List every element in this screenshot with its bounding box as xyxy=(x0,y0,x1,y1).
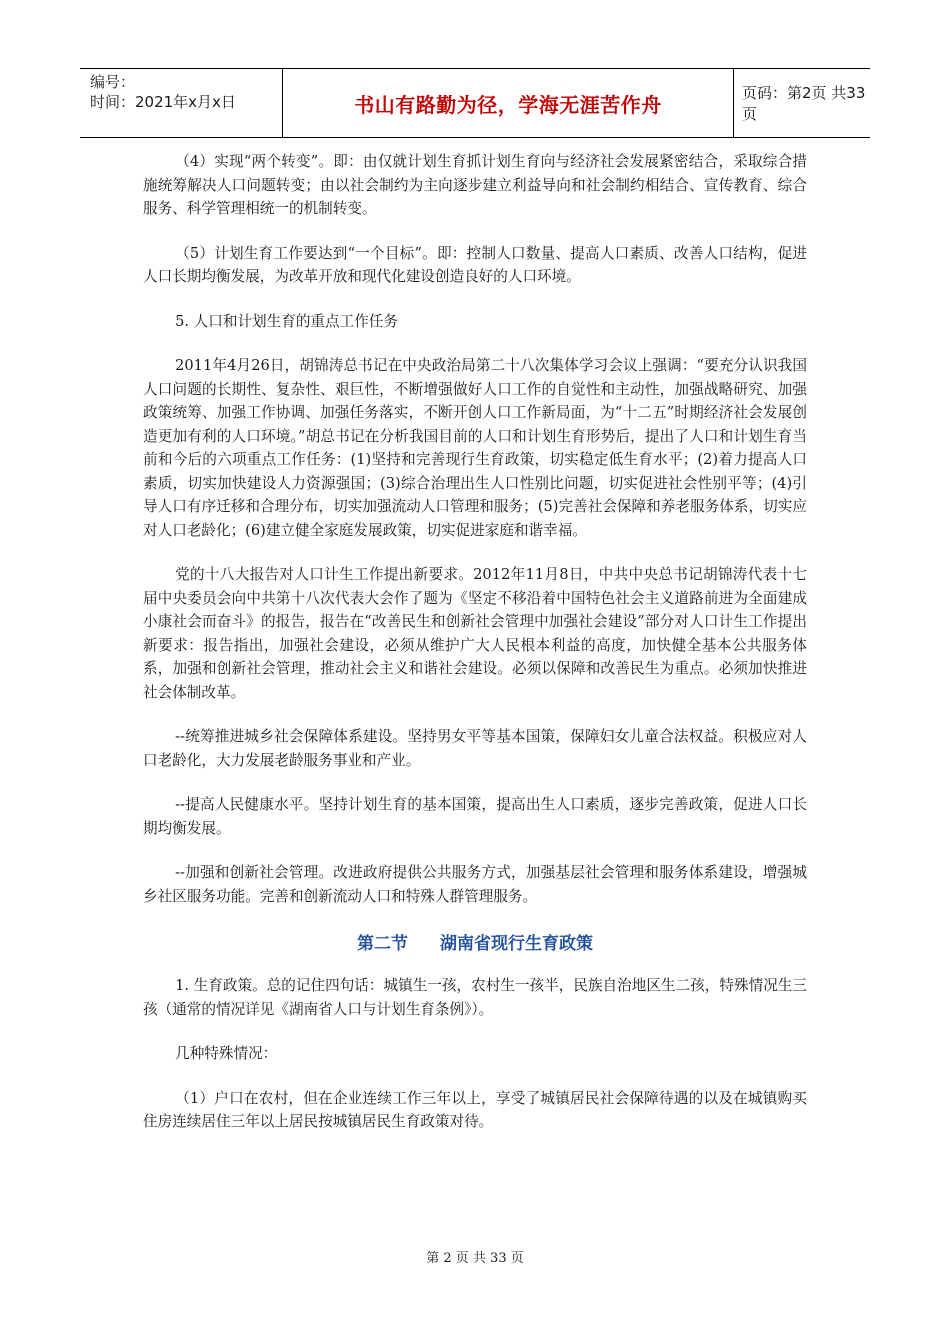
page-footer: 第 2 页 共 33 页 xyxy=(426,1251,524,1266)
paragraph-heading: 5. 人口和计划生育的重点工作任务 xyxy=(175,312,398,330)
page-header xyxy=(80,68,870,138)
header-number-label: 编号： xyxy=(90,73,136,91)
section-title xyxy=(143,929,807,954)
paragraph: 几种特殊情况： xyxy=(175,1045,278,1062)
paragraph: （1）户口在农村，但在企业连续工作三年以上，享受了城镇居民社会保障待遇的以及在城镇购买住房连续居住三年以上居民按城镇居民生育政策对待。 xyxy=(143,1089,807,1130)
paragraph: 2011年4月26日，胡锦涛总书记在中央政治局第二十八次集体学习会议上强调：“要充分认识我国人口问题的长期性、复杂性、艰巨性，不断增强做好人口工作的自觉性和主动性，加强战略研究、加强政策统筹、加强工作协调、加强任务落实，不断开创人口工作新局面，为“十二五”时期经济社会发展创造更加有利的人口环境。”胡总书记在分析我国目前的人口和计划生育形势后，提出了人口和计划生育当前和今后的六项重点工作任务：(1)坚持和完善现行生育政策，切实稳定低生育水平；(2)着力提高人口素质，切实加快建设人力资源强国；(3)综合治理出生人口性别比问题，切实促进社会性别平等；(4)引导人口有序迁移和合理分布，切实加强流动人口管理和服务；(5)完善社会保障和养老服务体系，切实应对人口老龄化；(6)建立健全家庭发展政策，切实促进家庭和谐幸福。 xyxy=(143,357,807,539)
section-name: 湖南省现行生育政策 xyxy=(440,934,593,954)
paragraph: 1. 生育政策。总的记住四句话：城镇生一孩，农村生一孩半，民族自治地区生二孩，特殊情况生三孩（通常的情况详见《湖南省人口与计划生育条例》）。 xyxy=(143,977,807,1018)
paragraph: （5）计划生育工作要达到“一个目标”。即：控制人口数量、提高人口素质、改善人口结构，促进人口长期均衡发展，为改革开放和现代化建设创造良好的人口环境。 xyxy=(143,244,807,285)
paragraph: 党的十八大报告对人口计生工作提出新要求。2012年11月8日，中共中央总书记胡锦涛代表十七届中央委员会向中共第十八次代表大会作了题为《坚定不移沿着中国特色社会主义道路前进为全面建成小康社会而奋斗》的报告，报告在“改善民生和创新社会管理中加强社会建设”部分对人口计生工作提出新要求：报告指出，加强社会建设，必须从维护广大人民根本利益的高度，加快健全基本公共服务体系，加强和创新社会管理，推动社会主义和谐社会建设。必须以保障和改善民生为重点。必须加快推进社会体制改革。 xyxy=(143,566,807,701)
header-meta xyxy=(80,69,282,137)
header-page-info: 页码：第2页 共33页 xyxy=(742,84,866,123)
document-body xyxy=(143,150,807,1155)
paragraph: --统筹推进城乡社会保障体系建设。坚持男女平等基本国策，保障妇女儿童合法权益。积极应对人口老龄化，大力发展老龄服务事业和产业。 xyxy=(143,728,807,769)
paragraph: （4）实现“两个转变”。即：由仅就计划生育抓计划生育向与经济社会发展紧密结合，采取综合措施统筹解决人口问题转变；由以社会制约为主向逐步建立利益导向和社会制约相结合、宣传教育、综合服务、科学管理相统一的机制转变。 xyxy=(143,153,807,217)
paragraph: --加强和创新社会管理。改进政府提供公共服务方式，加强基层社会管理和服务体系建设，增强城乡社区服务功能。完善和创新流动人口和特殊人群管理服务。 xyxy=(143,864,807,905)
section-number: 第二节 xyxy=(357,934,408,954)
header-motto: 书山有路勤为径，学海无涯苦作舟 xyxy=(282,69,734,137)
header-time-label: 时间：2021年x月x日 xyxy=(90,93,236,111)
paragraph: --提高人民健康水平。坚持计划生育的基本国策，提高出生人口素质，逐步完善政策，促进人口长期均衡发展。 xyxy=(143,796,807,837)
